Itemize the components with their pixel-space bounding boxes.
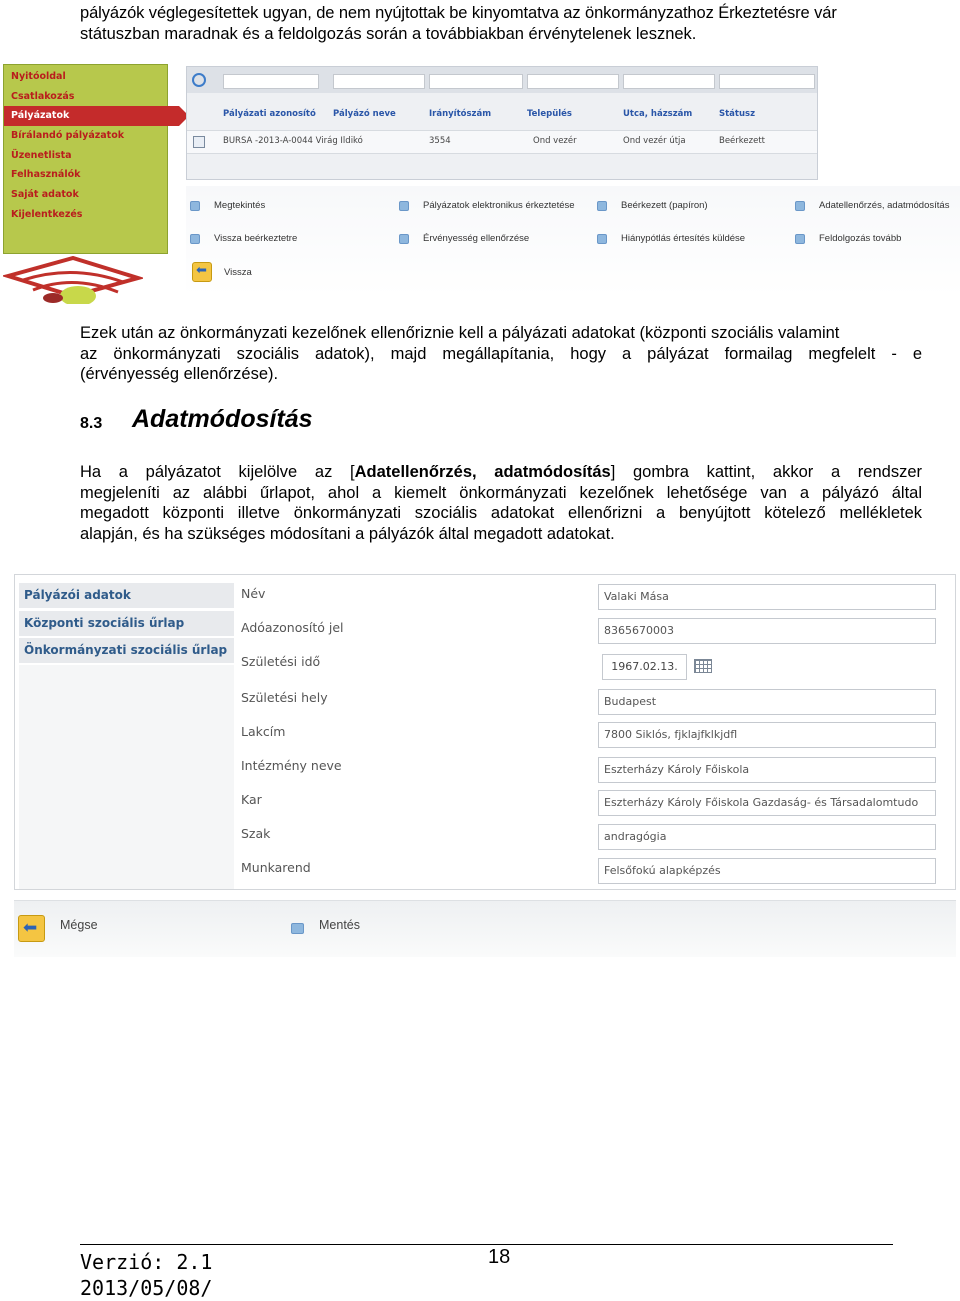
label-faculty: Kar: [241, 792, 262, 807]
tab-central-social-form[interactable]: Központi szociális űrlap: [19, 611, 234, 636]
column-header[interactable]: Státusz: [719, 109, 756, 119]
bullet-icon: [190, 234, 200, 244]
label-tax-id: Adóazonosító jel: [241, 620, 344, 635]
bullet-icon: [597, 201, 607, 211]
logo-graduation-cap-icon: [3, 256, 143, 304]
footer-version: [80, 1249, 212, 1301]
paragraph-line: az önkormányzati szociális adatok), majd megállapítania, hogy a pályázat formailag megfelelt - e: [80, 344, 922, 363]
back-link[interactable]: Vissza: [224, 267, 252, 278]
version-text: Verzió: 2.1: [80, 1250, 213, 1274]
cell-id: BURSA -2013-A-0044 Virág Ildikó: [223, 136, 363, 146]
action-received-paper[interactable]: Beérkezett (papíron): [597, 200, 708, 211]
birth-date-field[interactable]: 1967.02.13.: [602, 654, 687, 680]
paragraph-line: megjeleníti az alábbi űrlapot, ahol a kiemelt önkormányzati kezelőnek lehetősége van a pályázó által: [80, 483, 922, 502]
label-institution: Intézmény neve: [241, 758, 342, 773]
column-header[interactable]: Település: [527, 109, 572, 119]
label-name: Név: [241, 586, 266, 601]
paragraph-data-modify: [80, 462, 922, 544]
cell-town: Ond vezér: [533, 136, 577, 146]
address-field[interactable]: 7800 Siklós, fjklajfklkjdfl: [598, 722, 936, 748]
save-button[interactable]: Mentés: [319, 918, 360, 932]
label-birth-date: Születési idő: [241, 654, 321, 669]
label-birth-place: Születési hely: [241, 690, 328, 705]
sidebar-nav: [3, 64, 168, 254]
paragraph-validity: [80, 323, 922, 385]
section-title: Adatmódosítás: [132, 405, 313, 433]
column-header[interactable]: Utca, házszám: [623, 109, 693, 119]
filter-input[interactable]: [223, 74, 319, 89]
label-schedule: Munkarend: [241, 860, 311, 875]
column-header[interactable]: Irányítószám: [429, 109, 492, 119]
button-reference: Adatellenőrzés, adatmódosítás: [354, 463, 611, 481]
filter-input[interactable]: [429, 74, 523, 89]
grid-header: [187, 105, 817, 121]
bullet-icon: [399, 201, 409, 211]
tax-id-field[interactable]: 8365670003: [598, 618, 936, 644]
paragraph-line: (érvényesség ellenőrzése).: [80, 365, 279, 383]
faculty-field[interactable]: Eszterházy Károly Főiskola Gazdaság- és Társadalomtudo: [598, 790, 936, 816]
birth-place-field[interactable]: Budapest: [598, 689, 936, 715]
filter-row: [187, 67, 817, 93]
bullet-icon: [399, 234, 409, 244]
filter-input[interactable]: [527, 74, 619, 89]
paragraph-line: alapján, és ha szükséges módosítani a pályázók által megadott adatokat.: [80, 524, 615, 543]
label-address: Lakcím: [241, 724, 286, 739]
bullet-icon: [795, 234, 805, 244]
nav-item-to-review[interactable]: Bírálandó pályázatok: [11, 130, 125, 142]
form-button-bar: [14, 900, 956, 957]
major-field[interactable]: andragógia: [598, 824, 936, 850]
bullet-icon: [597, 234, 607, 244]
tab-panel-background: [19, 665, 234, 889]
nav-item-join[interactable]: Csatlakozás: [11, 90, 75, 102]
bullet-icon: [291, 923, 304, 934]
tab-applicant-data[interactable]: Pályázói adatok: [19, 583, 234, 608]
paragraph-line: megadott központi illetve önkormányzati szociális adatokat ellenőrizni a benyújtott kötelező mellékletek: [80, 504, 922, 522]
institution-field[interactable]: Eszterházy Károly Főiskola: [598, 757, 936, 783]
action-view[interactable]: Megtekintés: [190, 200, 265, 211]
applicant-form: [14, 574, 956, 890]
nav-item-messages[interactable]: Üzenetlista: [11, 149, 72, 161]
cell-status: Beérkezett: [719, 136, 765, 146]
screenshot-edit-form: [14, 574, 956, 956]
tab-municipal-social-form[interactable]: Önkormányzati szociális űrlap: [19, 638, 234, 663]
nav-item-home[interactable]: Nyitóoldal: [11, 71, 66, 82]
calendar-icon[interactable]: [694, 659, 712, 673]
filter-input[interactable]: [719, 74, 815, 89]
refresh-icon[interactable]: [192, 73, 206, 87]
action-bar: [186, 186, 960, 296]
table-row[interactable]: [187, 130, 817, 154]
filter-input[interactable]: [623, 74, 715, 89]
page-number: 18: [488, 1246, 511, 1268]
row-checkbox-icon[interactable]: [193, 136, 205, 148]
nav-item-applications[interactable]: Pályázatok: [4, 106, 179, 126]
footer-divider: [80, 1244, 893, 1245]
intro-paragraph: [80, 3, 922, 44]
name-field[interactable]: Valaki Mása: [598, 584, 936, 610]
screenshot-application-list: [3, 64, 960, 304]
nav-item-logout[interactable]: Kijelentkezés: [11, 208, 83, 220]
intro-line: státuszban maradnak és a feldolgozás során a továbbiakban érvénytelenek lesznek.: [80, 24, 697, 43]
column-header[interactable]: Pályázó neve: [333, 109, 396, 119]
bullet-icon: [795, 201, 805, 211]
cell-zip: 3554: [429, 136, 451, 146]
section-number: 8.3: [80, 415, 103, 432]
cancel-button[interactable]: Mégse: [60, 918, 98, 932]
action-data-check-modify[interactable]: Adatellenőrzés, adatmódosítás: [795, 200, 949, 211]
back-arrow-icon[interactable]: [18, 915, 45, 942]
column-header[interactable]: Pályázati azonosító: [223, 109, 316, 119]
schedule-field[interactable]: Felsőfokú alapképzés: [598, 858, 936, 884]
paragraph-line: Ha a pályázatot kijelölve az [Adatellenőrzés, adatmódosítás] gombra kattint, akkor a rendszer: [80, 463, 922, 481]
filter-input[interactable]: [333, 74, 425, 89]
action-validity-check[interactable]: Érvényesség ellenőrzése: [399, 233, 529, 244]
intro-line: pályázók véglegesítettek ugyan, de nem nyújtottak be kinyomtatva az önkormányzathoz Érkeztetésre vár: [80, 4, 837, 22]
action-e-register[interactable]: Pályázatok elektronikus érkeztetése: [399, 200, 575, 211]
nav-item-my-data[interactable]: Saját adatok: [11, 189, 79, 201]
label-major: Szak: [241, 826, 271, 841]
bullet-icon: [190, 201, 200, 211]
action-back-to-register[interactable]: Vissza beérkeztetre: [190, 233, 297, 244]
date-text: 2013/05/08/: [80, 1276, 213, 1300]
action-process-further[interactable]: Feldolgozás tovább: [795, 233, 901, 244]
applications-grid: [186, 66, 818, 180]
paragraph-line: Ezek után az önkormányzati kezelőnek ellenőriznie kell a pályázati adatokat (központi szociális valamint: [80, 324, 840, 342]
action-missing-notice[interactable]: Hiánypótlás értesítés küldése: [597, 233, 745, 244]
cell-street: Ond vezér útja: [623, 136, 686, 146]
nav-item-users[interactable]: Felhasználók: [11, 169, 81, 181]
